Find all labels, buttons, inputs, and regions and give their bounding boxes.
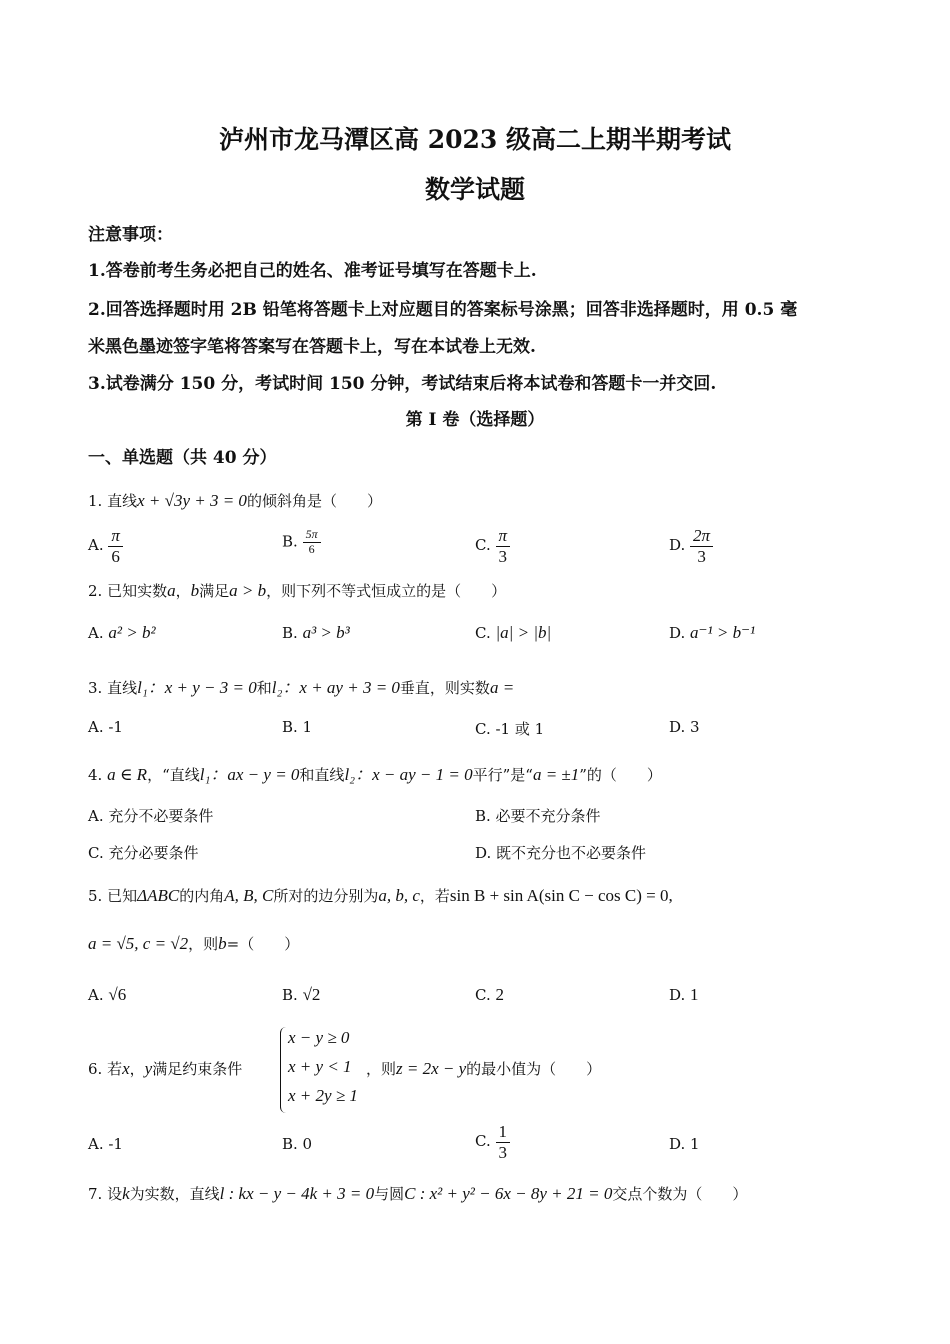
q4-option-d: D. 既不充分也不必要条件 [475,844,647,862]
q5-t3: ，若 [419,887,450,905]
q2-d-math: a⁻¹ > b⁻¹ [690,623,756,642]
note-2b: 米黑色墨迹签字笔将答案写在答题卡上，写在本试卷上无效. [88,337,536,357]
q2-option-d [669,623,755,643]
q3-eq1: x + y − 3 = 0 [164,678,257,697]
q1-option-d [669,526,713,566]
q1-d-num: 2π [690,526,713,547]
q2-mid2: 满足 [199,582,230,600]
q3-and: 和 [256,679,272,697]
q6-objective: z = 2x − y [396,1059,467,1078]
q3-post: 垂直，则实数 [399,679,490,697]
q5-t1: 的内角 [179,887,225,905]
q4-l2: l₂： [344,765,373,784]
question-1 [88,490,382,511]
q4-t3: 平行”是“ [472,766,533,784]
q2-b-math: a³ > b³ [302,623,350,642]
q6-option-c [475,1122,510,1162]
q4-t4: ”的（ ） [579,766,662,784]
notes-heading: 注意事项： [88,225,173,245]
exam-subtitle: 数学试题 [424,175,525,204]
q1-d-fraction [690,526,713,566]
q5-option-c [475,985,504,1005]
q2-option-a [88,623,156,643]
q1-a-fraction [108,526,123,566]
q5-triangle: ΔABC [137,886,180,905]
q1-math: x + √3y + 3 = 0 [137,491,247,510]
q2-c-math: |a| > |b| [495,623,552,642]
q5-option-a [88,985,126,1005]
q3-option-b: B. 1 [282,718,313,736]
question-7 [88,1183,747,1204]
q5-equation: sin B + sin A(sin C − cos C) = 0, [449,886,673,905]
q6-option-b: B. 0 [282,1135,313,1153]
question-6-tail [366,1058,601,1079]
q5-c-math: 2 [495,985,504,1004]
q7-k: k [122,1184,130,1203]
q2-c-label: C. [475,624,491,642]
note-1: 1.答卷前考生务必把自己的姓名、准考证号填写在答题卡上. [88,261,537,281]
q4-t2: 和直线 [299,766,345,784]
q5-b: b [218,934,227,953]
q6-c-fraction [496,1122,511,1162]
question-3 [88,673,514,698]
q5-b-math: √2 [302,985,321,1004]
part1-heading: 一、单选题（共 40 分） [88,448,277,468]
q3-option-d: D. 3 [669,718,700,736]
q7-t2: 与圆 [374,1185,405,1203]
q6-constraint-1: x − y ≥ 0 [288,1028,350,1047]
q5-d-label: D. [669,986,686,1004]
q3-option-a: A. -1 [88,718,123,736]
note-3: 3.试卷满分 150 分，考试时间 150 分钟，考试结束后将本试卷和答题卡一并交回. [88,374,717,394]
q6-option-d: D. 1 [669,1135,700,1153]
q5-b-label: B. [282,986,298,1004]
q1-pre: 1. 直线 [88,492,138,510]
q5-t5: =（ ） [226,935,300,953]
q2-b-label: B. [282,624,298,642]
q4-pre: 4. [88,766,103,784]
q6-y: y [144,1059,153,1078]
q4-option-c: C. 充分必要条件 [88,844,199,862]
q4-m1: a ∈ R [107,765,148,784]
q6-c-label: C. [475,1132,491,1151]
q5-given: a = √5, c = √2 [88,934,189,953]
q7-line: l : kx − y − 4k + 3 = 0 [219,1184,375,1203]
q5-a-math: √6 [108,985,127,1004]
q5-option-b [282,985,320,1005]
q7-t1: 为实数，直线 [129,1185,220,1203]
q1-option-c [475,526,510,566]
q6-constraint-3: x + 2y ≥ 1 [288,1086,358,1105]
q6-c-num: 1 [496,1122,511,1143]
q1-d-den: 3 [697,546,706,566]
q5-c-label: C. [475,986,491,1004]
q1-a-num: π [108,526,123,547]
q1-b-label: B. [282,532,298,551]
q5-t4: ，则 [188,935,219,953]
q2-a-math: a² > b² [108,623,156,642]
q6-x: x [122,1059,130,1078]
q1-option-a [88,526,123,566]
q2-option-c [475,623,551,643]
q2-mid: ， [175,582,191,600]
q4-eq1: ax − y = 0 [227,765,300,784]
q6-constraint-2: x + y < 1 [288,1057,352,1076]
q7-t3: 交点个数为（ ） [612,1185,748,1203]
q2-d-label: D. [669,624,686,642]
q6-t3: 的最小值为（ ） [466,1060,602,1078]
q4-option-b: B. 必要不充分条件 [475,807,601,825]
q5-pre: 5. 已知 [88,887,138,905]
q6-option-a: A. -1 [88,1135,123,1153]
q1-c-den: 3 [498,546,508,566]
q4-option-a: A. 充分不必要条件 [88,807,214,825]
q4-t1: ，“直线 [147,766,200,784]
q6-c-den: 3 [498,1142,507,1162]
q5-sides: a, b, c [378,886,420,905]
q2-post: ，则下列不等式恒成立的是（ ） [266,582,507,600]
q4-m2: a = ±1 [532,765,580,784]
q5-d-math: 1 [690,985,699,1004]
q1-a-label: A. [88,536,104,555]
q1-post: 的倾斜角是（ ） [246,492,382,510]
q3-option-c: C. -1 或 1 [475,720,545,738]
q7-circle: C : x² + y² − 6x − 8y + 21 = 0 [404,1184,613,1203]
q2-a-label: A. [88,624,104,642]
q6-comma: ， [129,1060,145,1078]
q2-option-b [282,623,350,643]
q2-a: a [167,581,176,600]
q1-a-den: 6 [111,546,120,566]
q4-l1: l₁： [199,765,228,784]
q1-b-fraction [303,528,321,557]
q5-angles: A, B, C [224,886,274,905]
q1-option-b [282,528,321,557]
q6-pre: 6. 若 [88,1060,123,1078]
q1-b-den: 6 [308,541,315,556]
q5-option-d [669,985,699,1005]
q7-pre: 7. 设 [88,1185,123,1203]
q2-cond: a > b [229,581,267,600]
q6-t1: 满足约束条件 [152,1060,243,1078]
q6-t2: ，则 [366,1060,397,1078]
question-5 [88,885,673,906]
q1-c-label: C. [475,536,491,555]
question-2 [88,580,506,601]
note-2a: 2.回答选择题时用 2B 铅笔将答题卡上对应题目的答案标号涂黑；回答非选择题时，用 0.5 毫 [88,300,798,320]
q1-d-label: D. [669,536,686,555]
q2-pre: 2. 已知实数 [88,582,168,600]
exam-title: 泸州市龙马潭区高 2023 级高二上期半期考试 [219,125,731,154]
q5-a-label: A. [88,986,104,1004]
q3-pre: 3. 直线 [88,679,138,697]
q1-b-num: 5π [303,528,321,543]
q3-l2: l₂： [271,678,300,697]
q5-t2: 所对的边分别为 [273,887,379,905]
question-5-line2 [88,933,299,954]
question-6 [88,1058,242,1079]
volume-heading: 第 I 卷（选择题） [405,410,545,430]
q2-b: b [190,581,200,600]
q3-eq2: x + ay + 3 = 0 [299,678,400,697]
q3-tail: a = [489,678,515,697]
q1-c-num: π [496,526,511,547]
q1-c-fraction [496,526,511,566]
q3-l1: l₁： [137,678,165,697]
q4-eq2: x − ay − 1 = 0 [372,765,473,784]
question-4 [88,760,662,785]
